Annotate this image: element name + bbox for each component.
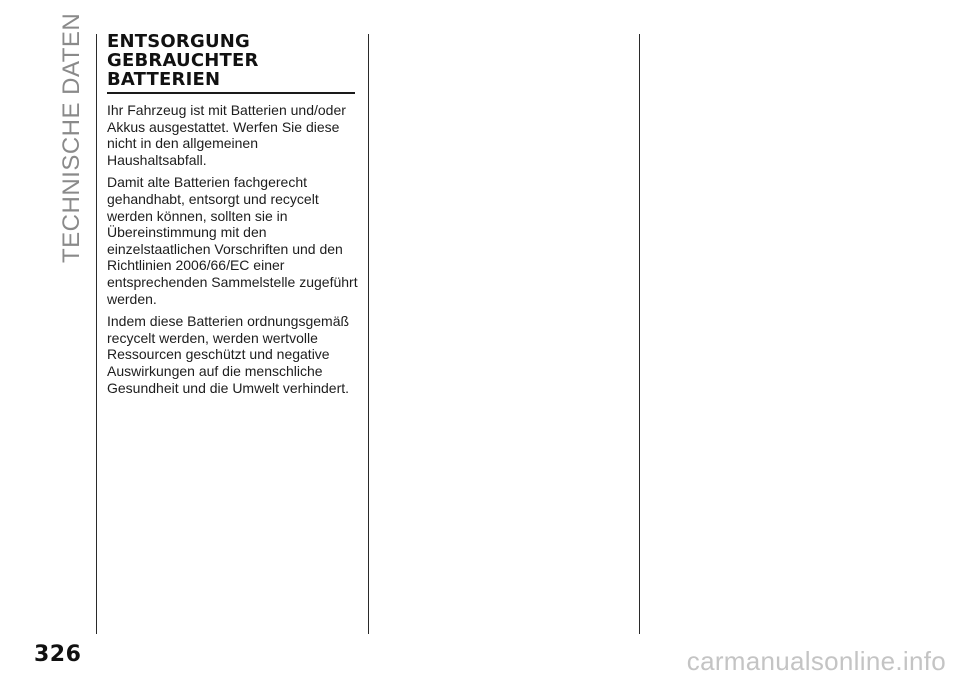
page-number: 326 [34, 642, 82, 667]
column-divider-middle [368, 34, 369, 634]
heading-line-2: GEBRAUCHTER [107, 50, 259, 71]
watermark: carmanualsonline.info [686, 646, 946, 676]
paragraph-1: Ihr Fahrzeug ist mit Batterien und/oder Akkus ausgestattet. Werfen Sie diese nicht in den allgemeinen Haushaltsabfall. [107, 102, 346, 168]
section-heading [107, 32, 355, 94]
heading-line-1: ENTSORGUNG [107, 31, 250, 52]
section-tab [58, 12, 85, 263]
column-divider-left [96, 34, 97, 634]
paragraph-3: Indem diese Batterien ordnungsgemäß recycelt werden, werden wertvolle Ressourcen geschützt und negative Auswirkungen auf die menschliche Gesundheit und die Umwelt verhindert. [107, 313, 350, 396]
heading-line-3: BATTERIEN [107, 69, 221, 90]
content-column [107, 32, 359, 396]
column-divider-right [639, 34, 640, 634]
section-tab-label: TECHNISCHE DATEN [58, 12, 85, 263]
paragraph-2: Damit alte Batterien fachgerecht gehandhabt, entsorgt und recycelt werden können, sollten sie in Übereinstimmung mit den einzelstaatlichen Vorschriften und den Richtlinien 2006/66/EC einer entsprechenden Sammelstelle zugeführt werden. [107, 174, 358, 307]
